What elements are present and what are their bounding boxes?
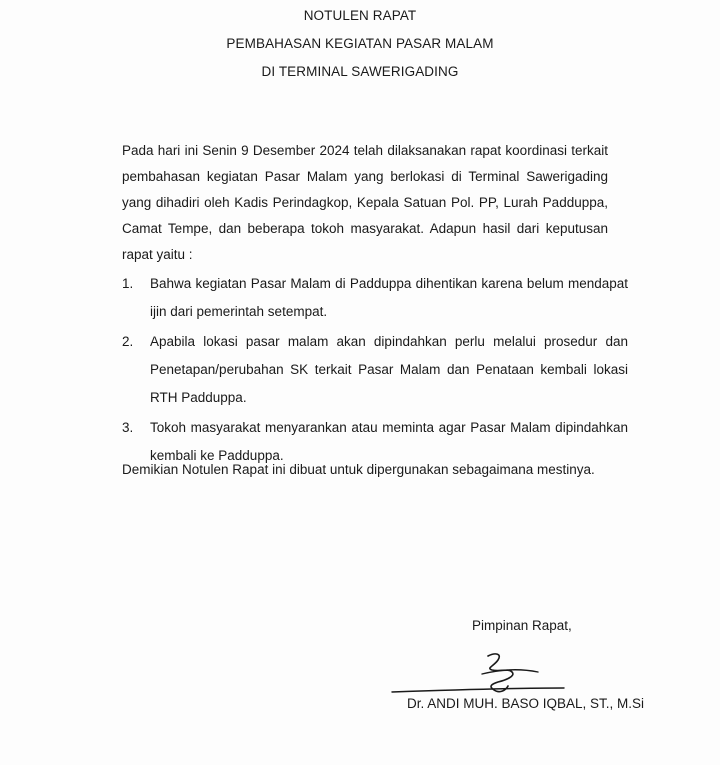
intro-paragraph: Pada hari ini Senin 9 Desember 2024 telah dilaksanakan rapat koordinasi terkait pembahasan kegiatan Pasar Malam yang berlokasi di Terminal Sawerigading yang dihadiri oleh Kadis Perindagkop, Kepala Satuan Pol. PP, Lurah Padduppa, Camat Tempe, dan beberapa tokoh masyarakat. Adapun hasil dari keputusan rapat yaitu : [122, 143, 608, 262]
signature-title: Pimpinan Rapat, [472, 618, 572, 633]
decision-item [122, 328, 628, 412]
handwritten-signature [388, 650, 628, 700]
decision-text: Apabila lokasi pasar malam akan dipindahkan perlu melalui prosedur dan Penetapan/perubahan SK terkait Pasar Malam dan Penataan kembali lokasi RTH Padduppa. [150, 334, 628, 405]
document-title: NOTULEN RAPAT [303, 8, 417, 23]
decision-text: Tokoh masyarakat menyarankan atau meminta agar Pasar Malam dipindahkan kembali ke Padduppa. [150, 420, 628, 463]
document-subtitle: PEMBAHASAN KEGIATAN PASAR MALAM [226, 36, 494, 51]
decision-item [122, 270, 628, 326]
decision-number: 1. [122, 276, 134, 291]
decision-number: 2. [122, 334, 134, 349]
signatory-name: Dr. ANDI MUH. BASO IQBAL, ST., M.Si [407, 696, 645, 711]
decision-list [122, 270, 628, 472]
closing-statement: Demikian Notulen Rapat ini dibuat untuk dipergunakan sebagaimana mestinya. [122, 462, 595, 477]
decision-number: 3. [122, 420, 134, 435]
decision-text: Bahwa kegiatan Pasar Malam di Padduppa dihentikan karena belum mendapat ijin dari pemerintah setempat. [150, 276, 628, 319]
document-location: DI TERMINAL SAWERIGADING [261, 64, 459, 79]
